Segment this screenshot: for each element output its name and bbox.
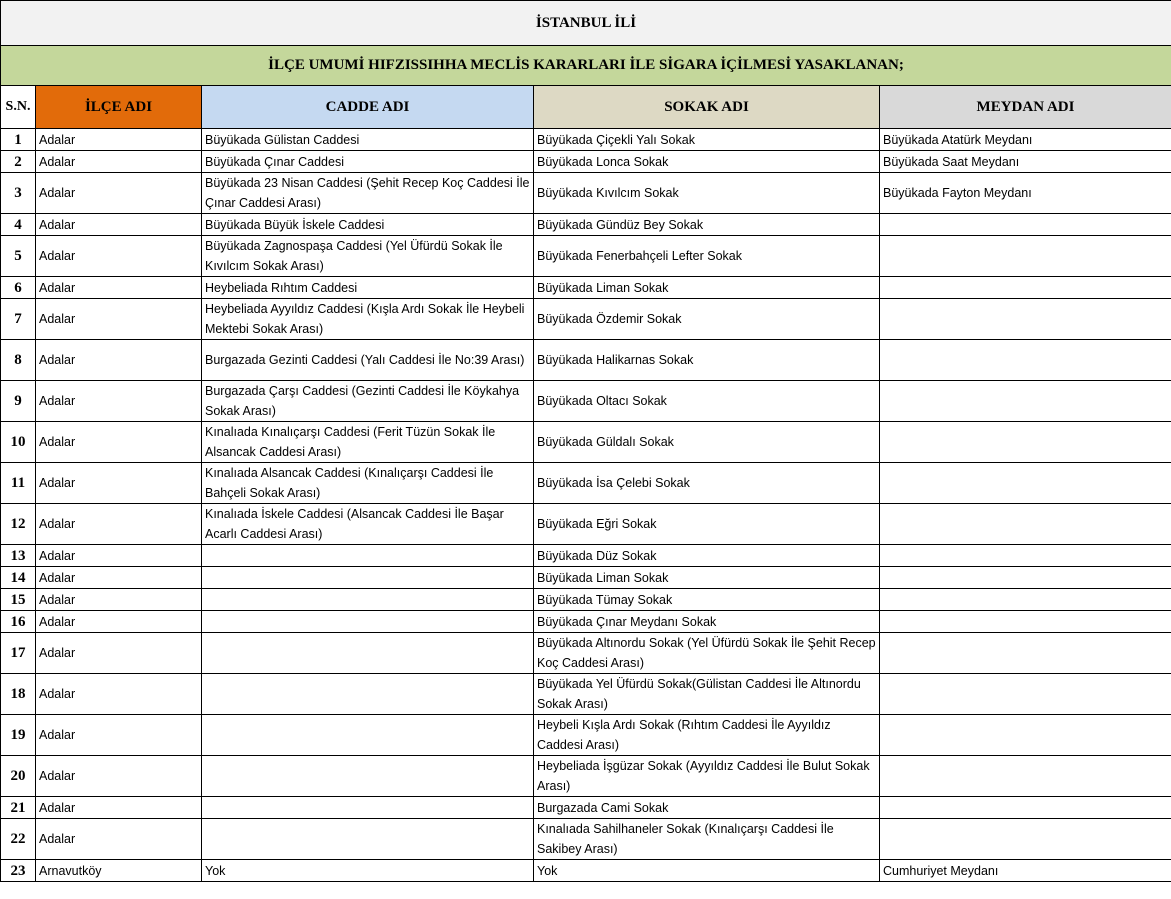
cell-ilce[interactable]: Adalar: [36, 340, 202, 381]
cell-meydan[interactable]: [880, 422, 1171, 463]
cell-meydan[interactable]: [880, 589, 1171, 611]
sheet-title[interactable]: İSTANBUL İLİ: [1, 1, 1171, 46]
cell-cadde[interactable]: Büyükada 23 Nisan Caddesi (Şehit Recep Koç Caddesi İle Çınar Caddesi Arası): [202, 173, 534, 214]
column-header-sokak[interactable]: SOKAK ADI: [534, 86, 880, 129]
cell-cadde[interactable]: [202, 633, 534, 674]
cell-sokak[interactable]: Büyükada Fenerbahçeli Lefter Sokak: [534, 236, 880, 277]
cell-sokak[interactable]: Büyükada Lonca Sokak: [534, 151, 880, 173]
cell-sokak[interactable]: Büyükada Özdemir Sokak: [534, 299, 880, 340]
cell-cadde[interactable]: Burgazada Çarşı Caddesi (Gezinti Caddesi İle Köykahya Sokak Arası): [202, 381, 534, 422]
cell-cadde[interactable]: Heybeliada Rıhtım Caddesi: [202, 277, 534, 299]
cell-sokak[interactable]: Büyükada Halikarnas Sokak: [534, 340, 880, 381]
cell-ilce[interactable]: Adalar: [36, 504, 202, 545]
cell-ilce[interactable]: Adalar: [36, 674, 202, 715]
cell-meydan[interactable]: [880, 633, 1171, 674]
table-row: [1, 299, 1171, 340]
cell-sn[interactable]: 23: [1, 860, 36, 882]
cell-cadde[interactable]: Büyükada Zagnospaşa Caddesi (Yel Üfürdü Sokak İle Kıvılcım Sokak Arası): [202, 236, 534, 277]
cell-sn[interactable]: 7: [1, 299, 36, 340]
cell-sn[interactable]: 10: [1, 422, 36, 463]
cell-cadde[interactable]: Büyükada Büyük İskele Caddesi: [202, 214, 534, 236]
column-header-ilce[interactable]: İLÇE ADI: [36, 86, 202, 129]
cell-sn[interactable]: 4: [1, 214, 36, 236]
cell-sn[interactable]: 13: [1, 545, 36, 567]
table-row: [1, 129, 1171, 151]
cell-cadde[interactable]: [202, 819, 534, 860]
cell-ilce[interactable]: Adalar: [36, 567, 202, 589]
cell-ilce[interactable]: Adalar: [36, 819, 202, 860]
cell-sokak[interactable]: Heybeliada İşgüzar Sokak (Ayyıldız Caddesi İle Bulut Sokak Arası): [534, 756, 880, 797]
table-row: [1, 340, 1171, 381]
table-row: [1, 674, 1171, 715]
cell-ilce[interactable]: Adalar: [36, 299, 202, 340]
table-row: [1, 545, 1171, 567]
cell-sn[interactable]: 17: [1, 633, 36, 674]
cell-sokak[interactable]: Büyükada Çınar Meydanı Sokak: [534, 611, 880, 633]
cell-sokak[interactable]: Heybeli Kışla Ardı Sokak (Rıhtım Caddesi İle Ayyıldız Caddesi Arası): [534, 715, 880, 756]
table-row: [1, 277, 1171, 299]
cell-sokak[interactable]: Kınalıada Sahilhaneler Sokak (Kınalıçarşı Caddesi İle Sakibey Arası): [534, 819, 880, 860]
cell-meydan[interactable]: [880, 504, 1171, 545]
cell-sokak[interactable]: Büyükada Oltacı Sokak: [534, 381, 880, 422]
cell-sn[interactable]: 14: [1, 567, 36, 589]
cell-cadde[interactable]: Kınalıada Alsancak Caddesi (Kınalıçarşı Caddesi İle Bahçeli Sokak Arası): [202, 463, 534, 504]
cell-ilce[interactable]: Adalar: [36, 173, 202, 214]
cell-sokak[interactable]: Burgazada Cami Sokak: [534, 797, 880, 819]
cell-cadde[interactable]: [202, 715, 534, 756]
cell-sokak[interactable]: Büyükada Gündüz Bey Sokak: [534, 214, 880, 236]
cell-ilce[interactable]: Adalar: [36, 589, 202, 611]
cell-ilce[interactable]: Adalar: [36, 797, 202, 819]
cell-cadde[interactable]: Büyükada Çınar Caddesi: [202, 151, 534, 173]
cell-ilce[interactable]: Adalar: [36, 151, 202, 173]
table-row: [1, 860, 1171, 882]
cell-sn[interactable]: 12: [1, 504, 36, 545]
table-row: [1, 381, 1171, 422]
cell-meydan[interactable]: Cumhuriyet Meydanı: [880, 860, 1171, 882]
cell-sn[interactable]: 6: [1, 277, 36, 299]
cell-cadde[interactable]: [202, 589, 534, 611]
cell-ilce[interactable]: Adalar: [36, 715, 202, 756]
cell-sn[interactable]: 5: [1, 236, 36, 277]
cell-meydan[interactable]: [880, 236, 1171, 277]
cell-sokak[interactable]: Büyükada Tümay Sokak: [534, 589, 880, 611]
cell-sokak[interactable]: Büyükada Liman Sokak: [534, 277, 880, 299]
cell-meydan[interactable]: [880, 214, 1171, 236]
cell-sokak[interactable]: Büyükada Liman Sokak: [534, 567, 880, 589]
cell-meydan[interactable]: [880, 567, 1171, 589]
cell-meydan[interactable]: [880, 463, 1171, 504]
cell-sn[interactable]: 8: [1, 340, 36, 381]
cell-cadde[interactable]: [202, 797, 534, 819]
cell-sn[interactable]: 21: [1, 797, 36, 819]
cell-cadde[interactable]: Yok: [202, 860, 534, 882]
table-row: [1, 214, 1171, 236]
cell-ilce[interactable]: Adalar: [36, 545, 202, 567]
cell-sokak[interactable]: Büyükada Yel Üfürdü Sokak(Gülistan Caddesi İle Altınordu Sokak Arası): [534, 674, 880, 715]
cell-cadde[interactable]: [202, 674, 534, 715]
cell-ilce[interactable]: Arnavutköy: [36, 860, 202, 882]
cell-sokak[interactable]: Büyükada Eğri Sokak: [534, 504, 880, 545]
cell-sn[interactable]: 11: [1, 463, 36, 504]
cell-ilce[interactable]: Adalar: [36, 381, 202, 422]
cell-sn[interactable]: 3: [1, 173, 36, 214]
cell-cadde[interactable]: Burgazada Gezinti Caddesi (Yalı Caddesi İle No:39 Arası): [202, 340, 534, 381]
cell-cadde[interactable]: [202, 756, 534, 797]
cell-ilce[interactable]: Adalar: [36, 236, 202, 277]
cell-sokak[interactable]: Büyükada Çiçekli Yalı Sokak: [534, 129, 880, 151]
cell-cadde[interactable]: Heybeliada Ayyıldız Caddesi (Kışla Ardı Sokak İle Heybeli Mektebi Sokak Arası): [202, 299, 534, 340]
table-row: [1, 589, 1171, 611]
table-row: [1, 797, 1171, 819]
table-row: [1, 151, 1171, 173]
cell-sokak[interactable]: Büyükada Kıvılcım Sokak: [534, 173, 880, 214]
table-row: [1, 173, 1171, 214]
cell-cadde[interactable]: Kınalıada İskele Caddesi (Alsancak Caddesi İle Başar Acarlı Caddesi Arası): [202, 504, 534, 545]
cell-sokak[interactable]: Büyükada Güldalı Sokak: [534, 422, 880, 463]
cell-ilce[interactable]: Adalar: [36, 214, 202, 236]
cell-sn[interactable]: 2: [1, 151, 36, 173]
cell-meydan[interactable]: [880, 611, 1171, 633]
cell-cadde[interactable]: [202, 611, 534, 633]
cell-sn[interactable]: 16: [1, 611, 36, 633]
cell-sn[interactable]: 18: [1, 674, 36, 715]
cell-sn[interactable]: 20: [1, 756, 36, 797]
table-row: [1, 422, 1171, 463]
cell-sokak[interactable]: Büyükada Altınordu Sokak (Yel Üfürdü Sokak İle Şehit Recep Koç Caddesi Arası): [534, 633, 880, 674]
table-row: [1, 819, 1171, 860]
table-row: [1, 633, 1171, 674]
cell-sn[interactable]: 1: [1, 129, 36, 151]
cell-meydan[interactable]: [880, 545, 1171, 567]
cell-ilce[interactable]: Adalar: [36, 633, 202, 674]
column-header-meydan[interactable]: MEYDAN ADI: [880, 86, 1171, 129]
table-row: [1, 567, 1171, 589]
cell-meydan[interactable]: Büyükada Atatürk Meydanı: [880, 129, 1171, 151]
cell-meydan[interactable]: [880, 674, 1171, 715]
table-row: [1, 611, 1171, 633]
cell-sokak[interactable]: Büyükada Düz Sokak: [534, 545, 880, 567]
cell-sokak[interactable]: Büyükada İsa Çelebi Sokak: [534, 463, 880, 504]
cell-sokak[interactable]: Yok: [534, 860, 880, 882]
cell-sn[interactable]: 19: [1, 715, 36, 756]
cell-ilce[interactable]: Adalar: [36, 277, 202, 299]
cell-ilce[interactable]: Adalar: [36, 611, 202, 633]
cell-ilce[interactable]: Adalar: [36, 422, 202, 463]
table-body: [1, 129, 1171, 882]
cell-meydan[interactable]: [880, 381, 1171, 422]
cell-meydan[interactable]: [880, 715, 1171, 756]
cell-meydan[interactable]: [880, 340, 1171, 381]
cell-sn[interactable]: 9: [1, 381, 36, 422]
table-row: [1, 715, 1171, 756]
table-row: [1, 463, 1171, 504]
cell-meydan[interactable]: Büyükada Fayton Meydanı: [880, 173, 1171, 214]
table-row: [1, 236, 1171, 277]
cell-meydan[interactable]: [880, 299, 1171, 340]
column-header-cadde[interactable]: CADDE ADI: [202, 86, 534, 129]
table-row: [1, 504, 1171, 545]
sheet-subtitle[interactable]: İLÇE UMUMİ HIFZISSIHHA MECLİS KARARLARI İLE SİGARA İÇİLMESİ YASAKLANAN;: [1, 46, 1171, 86]
cell-ilce[interactable]: Adalar: [36, 463, 202, 504]
cell-ilce[interactable]: Adalar: [36, 129, 202, 151]
cell-cadde[interactable]: [202, 567, 534, 589]
cell-meydan[interactable]: [880, 756, 1171, 797]
cell-sn[interactable]: 15: [1, 589, 36, 611]
cell-meydan[interactable]: Büyükada Saat Meydanı: [880, 151, 1171, 173]
cell-ilce[interactable]: Adalar: [36, 756, 202, 797]
cell-meydan[interactable]: [880, 797, 1171, 819]
cell-cadde[interactable]: [202, 545, 534, 567]
table-row: [1, 756, 1171, 797]
cell-meydan[interactable]: [880, 277, 1171, 299]
cell-cadde[interactable]: Kınalıada Kınalıçarşı Caddesi (Ferit Tüzün Sokak İle Alsancak Caddesi Arası): [202, 422, 534, 463]
cell-sn[interactable]: 22: [1, 819, 36, 860]
cell-cadde[interactable]: Büyükada Gülistan Caddesi: [202, 129, 534, 151]
column-header-sn[interactable]: S.N.: [1, 86, 36, 129]
cell-meydan[interactable]: [880, 819, 1171, 860]
